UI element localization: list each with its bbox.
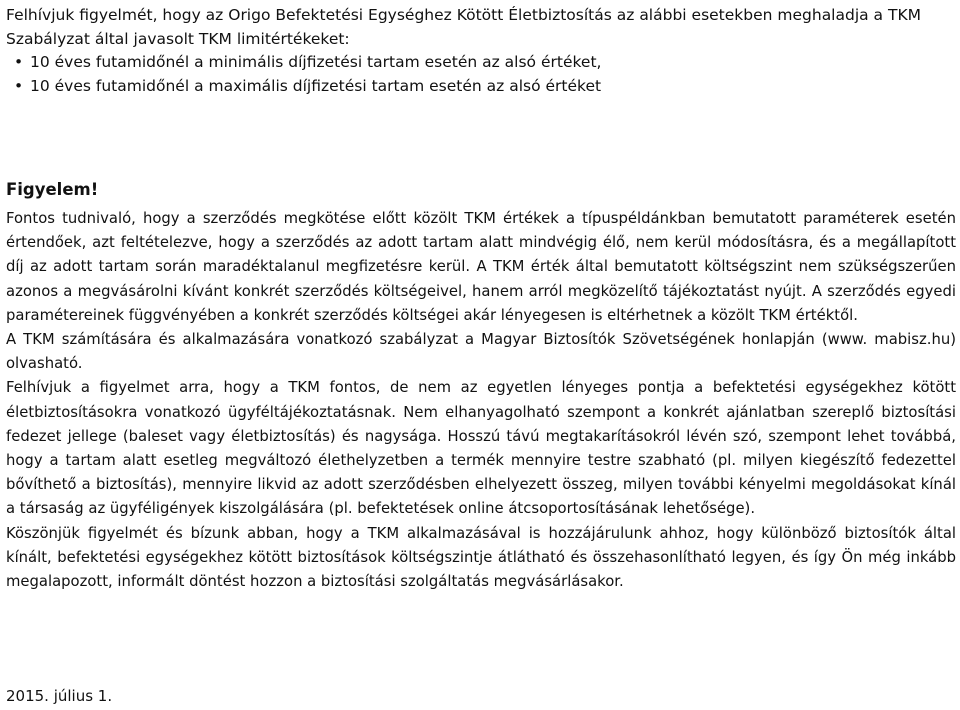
notice-paragraph-regulation: A TKM számítására és alkalmazására vonatkozó szabályzat a Magyar Biztosítók Szövetségének honlapján (www. mabisz.hu) olvasható. <box>6 331 956 373</box>
notice-heading: Figyelem! <box>6 180 99 199</box>
limit-list-item: • 10 éves futamidőnél a minimális díjfizetési tartam esetén az alsó értéket, <box>6 51 946 75</box>
notice-paragraph-tkm-values: Fontos tudnivaló, hogy a szerződés megkötése előtt közölt TKM értékek a típuspéldánkban bemutatott paraméterek esetén értendőek, azt feltételezve, hogy a szerződés az adott tartam alatt mindvégig élő, nem kerül módosításra, és a megállapított díj az adott tartam során maradéktalanul megfizetésre kerül. A TKM érték által bemutatott költségszint nem szükségszerűen azonos a megvásárolni kívánt konkrét szerződés költségeivel, hanem arról megközelítő tájékoztatást nyújt. A szerződés egyedi paramétereinek függvényében a konkrét szerződés költségei akár lényegesen is eltérhetnek a közölt TKM értéktől. <box>6 210 956 324</box>
notice-paragraph-importance: Felhívjuk a figyelmet arra, hogy a TKM fontos, de nem az egyetlen lényeges pontja a befektetési egységekhez kötött életbiztosításokra vonatkozó ügyféltájékoztatásnak. Nem elhanyagolható szempont a konkrét ajánlatban szereplő biztosítási fedezet jellege (baleset vagy életbiztosítás) és nagysága. Hosszú távú megtakarításokról lévén szó, szempont lehet továbbá, hogy a tartam alatt esetleg megváltozó élethelyzetben a termék mennyire testre szabható (pl. milyen kiegészítő fedezettel bővíthető a biztosítás), mennyire likvid az adott szerződésben elhelyezett összeg, milyen további kényelmi megoldásokat kínál a társaság az ügyféligények kiszolgálására (pl. befektetések online átcsoportosításának lehetősége). <box>6 379 956 518</box>
document-date: 2015. július 1. <box>6 687 113 705</box>
limit-list-item: • 10 éves futamidőnél a maximális díjfizetési tartam esetén az alsó értéket <box>6 75 946 99</box>
notice-body <box>6 207 956 594</box>
limit-list <box>6 51 946 98</box>
notice-paragraph-thanks: Köszönjük figyelmét és bízunk abban, hogy a TKM alkalmazásával is hozzájárulunk ahhoz, hogy különböző biztosítók által kínált, befektetési egységekhez kötött biztosítások költségszintje átlátható és összehasonlítható legyen, és így Ön még inkább megalapozott, informált döntést hozzon a biztosítási szolgáltatás megvásárlásakor. <box>6 524 956 591</box>
intro-paragraph: Felhívjuk figyelmét, hogy az Origo Befektetési Egységhez Kötött Életbiztosítás az alábbi esetekben meghaladja a TKM Szabályzat által javasolt TKM limitértékeket: <box>6 6 921 48</box>
